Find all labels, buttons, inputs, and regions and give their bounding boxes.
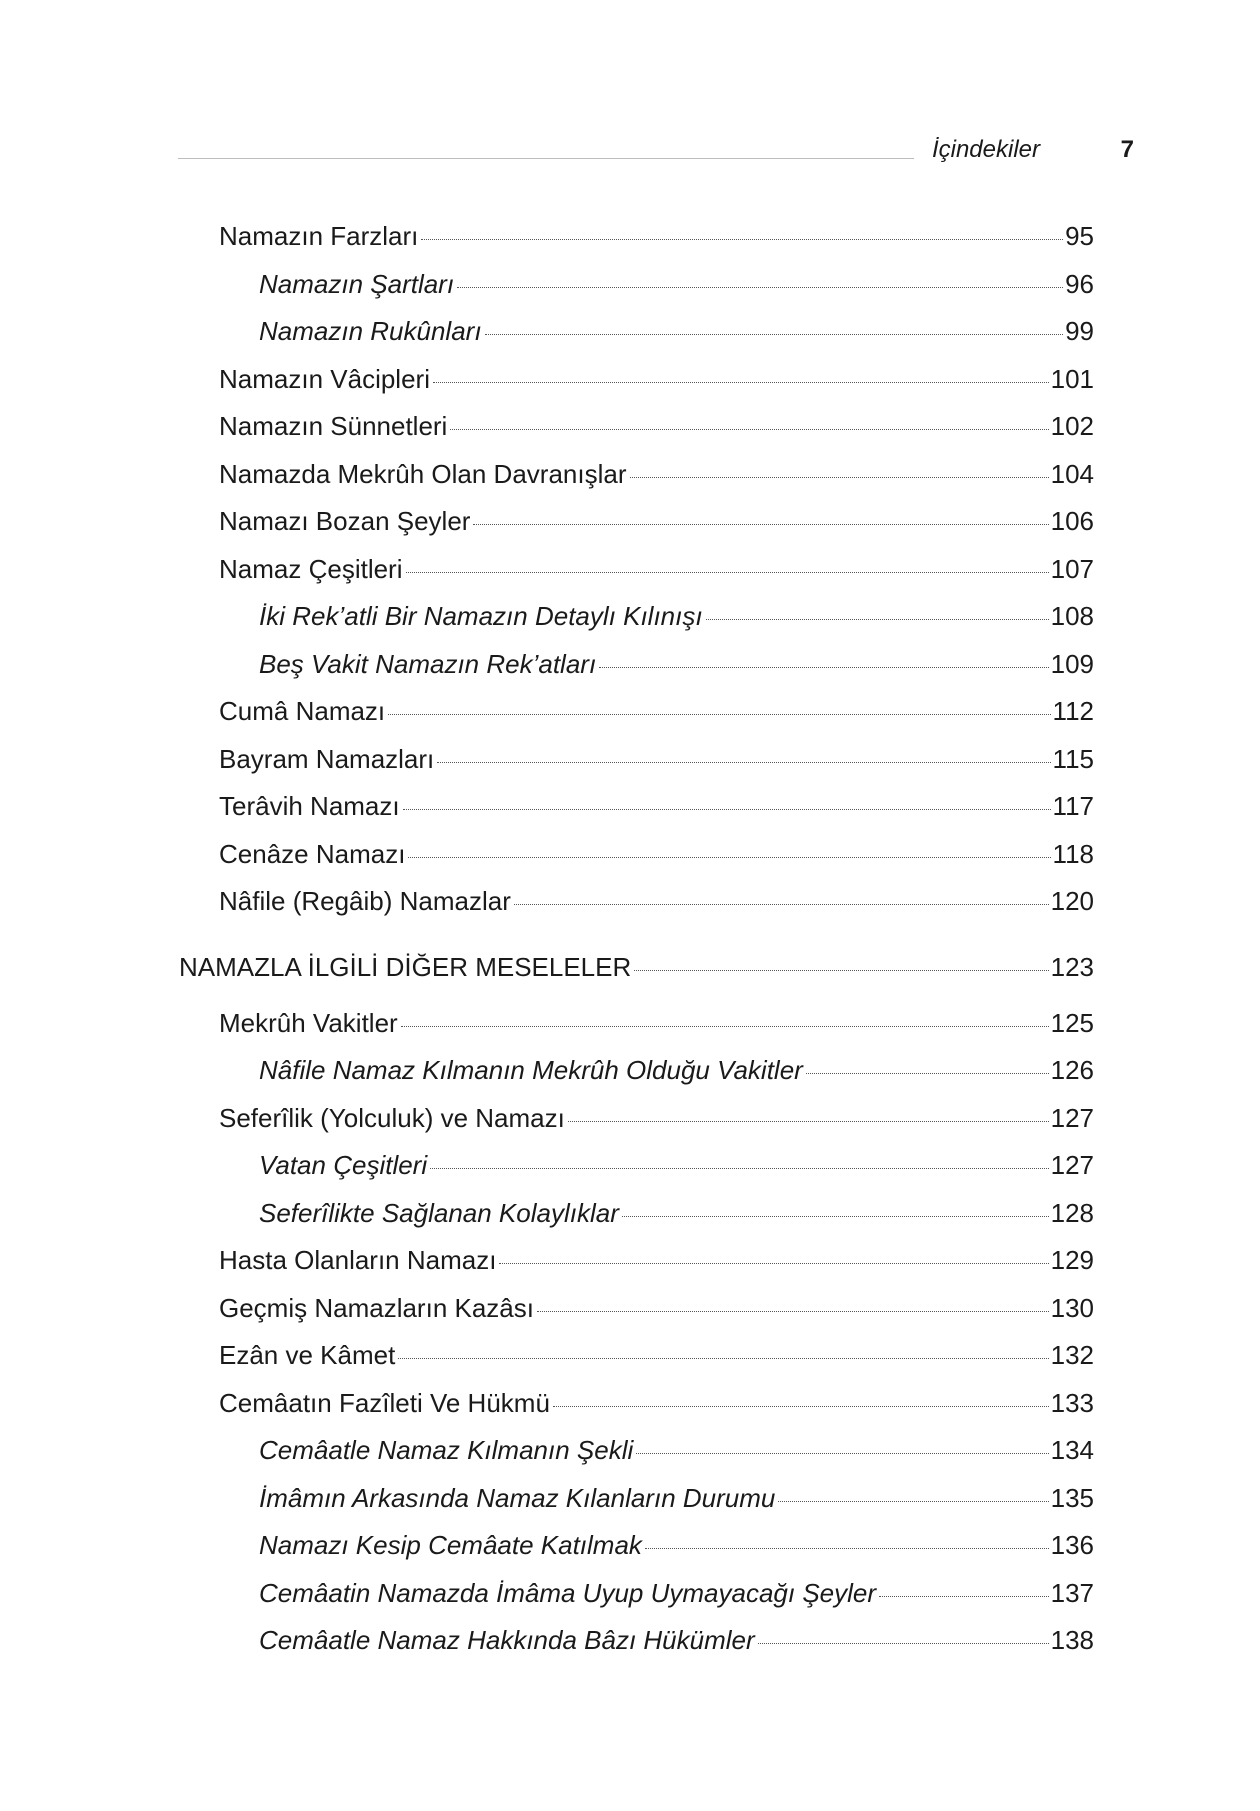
toc-entry-page: 106 <box>1050 506 1094 536</box>
dot-leader <box>758 1643 1049 1644</box>
toc-entry-page: 130 <box>1050 1293 1094 1323</box>
toc-entry-page: 132 <box>1050 1340 1094 1370</box>
toc-entry-page: 117 <box>1052 791 1094 821</box>
dot-leader <box>398 1358 1048 1359</box>
toc-entry <box>259 1052 1094 1088</box>
toc-entry-page: 120 <box>1050 886 1094 916</box>
dot-leader <box>433 382 1049 383</box>
toc-entry <box>219 693 1094 729</box>
dot-leader <box>499 1263 1048 1264</box>
toc-entry-page: 112 <box>1052 696 1094 726</box>
toc-entry-page: 108 <box>1050 601 1094 631</box>
toc-entry-page: 95 <box>1065 221 1094 251</box>
toc-entry <box>219 1385 1094 1421</box>
toc-entry <box>219 408 1094 444</box>
dot-leader <box>401 1026 1049 1027</box>
toc-entry-page: 129 <box>1050 1245 1094 1275</box>
toc-entry <box>219 456 1094 492</box>
dot-leader <box>473 524 1048 525</box>
toc-entry-page: 107 <box>1050 554 1094 584</box>
toc-entry-title: Namazı Kesip Cemâate Katılmak <box>259 1530 642 1560</box>
toc-entry-page: 126 <box>1050 1055 1094 1085</box>
toc-entry <box>259 1195 1094 1231</box>
toc-entry <box>219 883 1094 919</box>
toc-entry <box>179 949 1094 985</box>
toc-entry-title: Cemâatın Fazîleti Ve Hükmü <box>219 1388 550 1418</box>
toc-entry-title: Beş Vakit Namazın Rek’atları <box>259 649 597 679</box>
toc-entry-page: 125 <box>1050 1008 1094 1038</box>
toc-entry-page: 133 <box>1050 1388 1094 1418</box>
toc-entry-page: 137 <box>1050 1578 1094 1608</box>
dot-leader <box>599 667 1048 668</box>
toc-entry-page: 127 <box>1050 1150 1094 1180</box>
toc-entry <box>259 313 1094 349</box>
toc-entry-title: Nâfile Namaz Kılmanın Mekrûh Olduğu Vakitler <box>259 1055 803 1085</box>
toc-entry <box>259 1147 1094 1183</box>
toc-entry-title: Namazın Sünnetleri <box>219 411 448 441</box>
toc-entry <box>259 266 1094 302</box>
toc-entry <box>259 1432 1094 1468</box>
dot-leader <box>879 1596 1049 1597</box>
toc-entry-page: 102 <box>1050 411 1094 441</box>
dot-leader <box>514 904 1049 905</box>
toc-entry <box>219 1337 1094 1373</box>
toc-entry-page: 135 <box>1050 1483 1094 1513</box>
dot-leader <box>778 1501 1048 1502</box>
toc-entry-title: Cemâatle Namaz Kılmanın Şekli <box>259 1435 634 1465</box>
toc-entry <box>219 1242 1094 1278</box>
toc-entry <box>259 1527 1094 1563</box>
toc-entry-title: Seferîlikte Sağlanan Kolaylıklar <box>259 1198 619 1228</box>
toc-entry-title: NAMAZLA İLGİLİ DİĞER MESELELER <box>179 952 632 982</box>
toc-entry <box>219 361 1094 397</box>
toc-entry-title: İmâmın Arkasında Namaz Kılanların Durumu <box>259 1483 776 1513</box>
dot-leader <box>630 477 1049 478</box>
toc-entry-page: 109 <box>1050 649 1094 679</box>
toc-entry-title: Namazın Şartları <box>259 269 455 299</box>
toc-entry-page: 127 <box>1050 1103 1094 1133</box>
toc-entry <box>219 741 1094 777</box>
toc-entry-page: 118 <box>1052 839 1094 869</box>
toc-entry-page: 99 <box>1065 316 1094 346</box>
toc-entry <box>259 598 1094 634</box>
toc-entry <box>259 1622 1094 1658</box>
toc-entry-title: Geçmiş Namazların Kazâsı <box>219 1293 534 1323</box>
toc-entry-page: 128 <box>1050 1198 1094 1228</box>
toc-entry-title: Namazda Mekrûh Olan Davranışlar <box>219 459 627 489</box>
toc-entry-title: Ezân ve Kâmet <box>219 1340 396 1370</box>
toc-entry-page: 104 <box>1050 459 1094 489</box>
toc-entry <box>259 646 1094 682</box>
toc-entry-title: Terâvih Namazı <box>219 791 400 821</box>
dot-leader <box>485 334 1064 335</box>
dot-leader <box>806 1073 1049 1074</box>
dot-leader <box>645 1548 1049 1549</box>
dot-leader <box>553 1406 1049 1407</box>
toc-entry-title: Cemâatin Namazda İmâma Uyup Uymayacağı Şeyler <box>259 1578 877 1608</box>
toc-entry <box>219 551 1094 587</box>
dot-leader <box>636 1453 1048 1454</box>
toc-entry-title: Hasta Olanların Namazı <box>219 1245 497 1275</box>
header-page-number: 7 <box>1120 136 1134 163</box>
toc-entry-title: Namazın Rukûnları <box>259 316 482 346</box>
dot-leader <box>408 857 1050 858</box>
toc-entry-title: Mekrûh Vakitler <box>219 1008 398 1038</box>
toc-entry <box>219 788 1094 824</box>
toc-entry-page: 123 <box>1050 952 1094 982</box>
toc-entry-title: Cenâze Namazı <box>219 839 406 869</box>
dot-leader <box>537 1311 1049 1312</box>
toc-entry-title: Namazın Vâcipleri <box>219 364 430 394</box>
toc-entry-title: Seferîlik (Yolculuk) ve Namazı <box>219 1103 565 1133</box>
toc-entry-title: Namaz Çeşitleri <box>219 554 403 584</box>
dot-leader <box>430 1168 1048 1169</box>
toc-entry <box>259 1575 1094 1611</box>
toc-entry-page: 136 <box>1050 1530 1094 1560</box>
dot-leader <box>568 1121 1049 1122</box>
dot-leader <box>450 429 1048 430</box>
dot-leader <box>421 239 1063 240</box>
toc-entry-page: 138 <box>1050 1625 1094 1655</box>
dot-leader <box>634 970 1048 971</box>
toc-entry <box>219 1100 1094 1136</box>
toc-entry-title: Namazın Farzları <box>219 221 419 251</box>
toc-entry <box>219 1005 1094 1041</box>
header-title: İçindekiler <box>931 136 1040 163</box>
dot-leader <box>388 714 1050 715</box>
toc-entry-title: İki Rek’atli Bir Namazın Detaylı Kılınışı <box>259 601 703 631</box>
toc-entry <box>219 218 1094 254</box>
dot-leader <box>403 809 1051 810</box>
toc-entry-title: Vatan Çeşitleri <box>259 1150 428 1180</box>
toc-entry-page: 101 <box>1050 364 1094 394</box>
toc-entry-page: 115 <box>1052 744 1094 774</box>
toc-entry-page: 96 <box>1065 269 1094 299</box>
dot-leader <box>457 287 1063 288</box>
dot-leader <box>406 572 1049 573</box>
toc-entry-title: Bayram Namazları <box>219 744 435 774</box>
toc-entry <box>259 1480 1094 1516</box>
toc-entry-title: Cumâ Namazı <box>219 696 386 726</box>
toc-entry <box>219 836 1094 872</box>
toc-entry-page: 134 <box>1050 1435 1094 1465</box>
dot-leader <box>622 1216 1049 1217</box>
toc-entry-title: Namazı Bozan Şeyler <box>219 506 471 536</box>
toc-entry <box>219 1290 1094 1326</box>
toc-entry-title: Nâfile (Regâib) Namazlar <box>219 886 511 916</box>
dot-leader <box>706 619 1049 620</box>
toc-entry <box>219 503 1094 539</box>
dot-leader <box>437 762 1050 763</box>
toc-entry-title: Cemâatle Namaz Hakkında Bâzı Hükümler <box>259 1625 755 1655</box>
